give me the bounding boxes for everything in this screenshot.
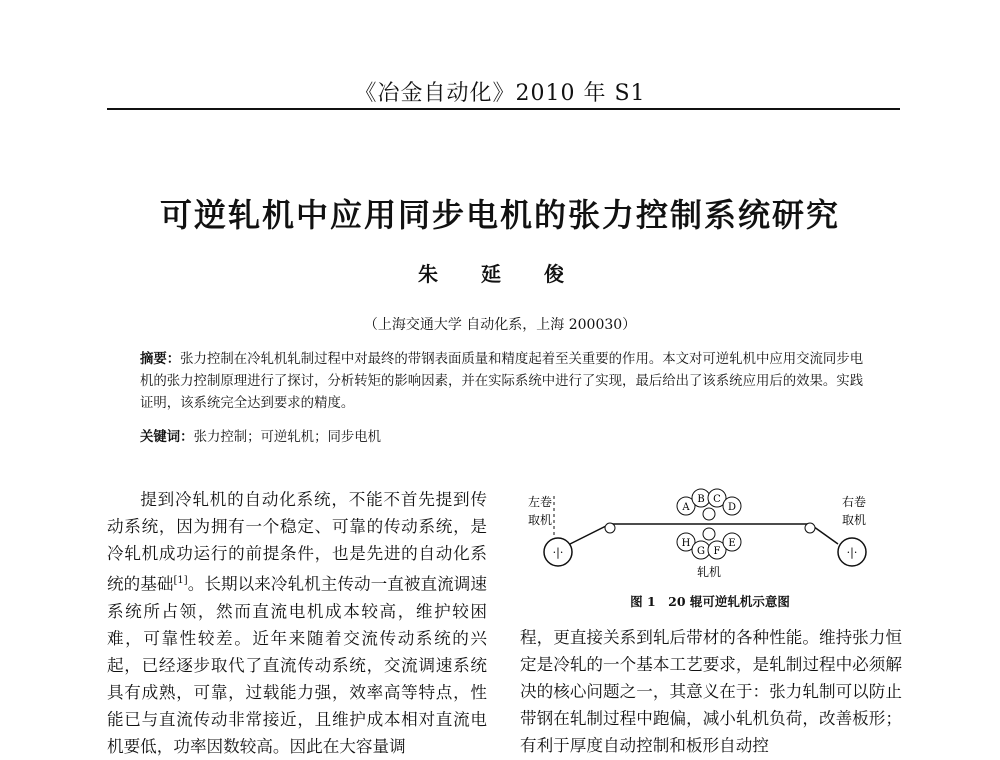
keywords bbox=[140, 426, 870, 445]
work-roll-top bbox=[703, 508, 715, 520]
work-roll-bottom bbox=[703, 528, 715, 540]
affiliation: （上海交通大学 自动化系，上海 200030） bbox=[363, 317, 637, 333]
body-text-after-ref: 。长期以来冷轧机主传动一直被直流调速系统所占领，然而直流电机成本较高，维护较困难，可靠性较差。近年来随着交流传动系统的兴起，已经逐步取代了直流传动系统，交流调速系统具有成熟，可靠，过载能力强，效率高等特点，性能已与直流传动非常接近，且维护成本相对直流电机要低，功率因数较高。因此在大容量调 bbox=[107, 574, 488, 756]
citation-ref: [1] bbox=[173, 575, 188, 586]
keywords-label: 关键词： bbox=[140, 429, 194, 445]
figure-caption: 图 1 20 辊可逆轧机示意图 bbox=[630, 594, 790, 609]
left-coiler-label-2: 取机 bbox=[528, 513, 553, 527]
author: 朱 延 俊 bbox=[418, 262, 582, 286]
roll-c-label: C bbox=[713, 494, 721, 505]
left-coil-center: ·|· bbox=[552, 546, 564, 559]
roll-h-label: H bbox=[681, 538, 691, 549]
abstract-label: 摘要： bbox=[140, 351, 181, 367]
body-paragraph bbox=[107, 486, 487, 760]
roll-d-label: D bbox=[727, 502, 737, 513]
header-rule bbox=[107, 108, 900, 110]
body-paragraph-right: 程，更直接关系到轧后带材的各种性能。维持张力恒定是冷轧的一个基本工艺要求，是轧制过程中必须解决的核心问题之一，其意义在于：张力轧制可以防止带钢在轧制过程中跑偏，减小轧机负荷，改善板形；有利于厚度自动控制和板形自动控 bbox=[520, 628, 902, 755]
paper-title: 可逆轧机中应用同步电机的张力控制系统研究 bbox=[159, 196, 840, 234]
keywords-text: 张力控制；可逆轧机；同步电机 bbox=[193, 430, 382, 445]
roll-f-label: F bbox=[713, 546, 721, 557]
right-coiler-label-1: 右卷 bbox=[842, 495, 867, 509]
left-coiler-label-1: 左卷 bbox=[528, 495, 553, 509]
right-coil-center: ·|· bbox=[846, 546, 858, 559]
abstract-text: 张力控制在冷轧机轧制过程中对最终的带钢表面质量和精度起着至关重要的作用。本文对可逆轧机中应用交流同步电机的张力控制原理进行了探讨，分析转矩的影响因素，并在实际系统中进行了实现，最后给出了该系统应用后的效果。实践证明，该系统完全达到要求的精度。 bbox=[140, 352, 864, 411]
body-text-before-ref: 提到冷轧机的自动化系统，不能不首先提到传动系统，因为拥有一个稳定、可靠的传动系统，是冷轧机成功运行的前提条件，也是先进的自动化系统的基础 bbox=[107, 490, 487, 594]
roll-a-label: A bbox=[682, 502, 690, 513]
right-deflector-roll bbox=[805, 523, 815, 533]
mill-top-cluster bbox=[677, 489, 741, 520]
journal-header: 《冶金自动化》2010 年 S1 bbox=[354, 81, 646, 106]
roll-g-label: G bbox=[697, 546, 705, 557]
abstract bbox=[140, 348, 870, 415]
rolling-mill-figure bbox=[520, 484, 900, 584]
roll-b-label: B bbox=[697, 494, 705, 505]
body-column-right bbox=[520, 624, 902, 759]
rolling-mill-diagram bbox=[520, 484, 900, 584]
roll-e-label: E bbox=[728, 538, 736, 549]
left-deflector-roll bbox=[605, 523, 615, 533]
right-coiler-label-2: 取机 bbox=[842, 513, 867, 527]
body-column-left bbox=[107, 486, 487, 760]
mill-bottom-cluster bbox=[677, 528, 741, 559]
mill-label: 轧机 bbox=[696, 565, 722, 579]
